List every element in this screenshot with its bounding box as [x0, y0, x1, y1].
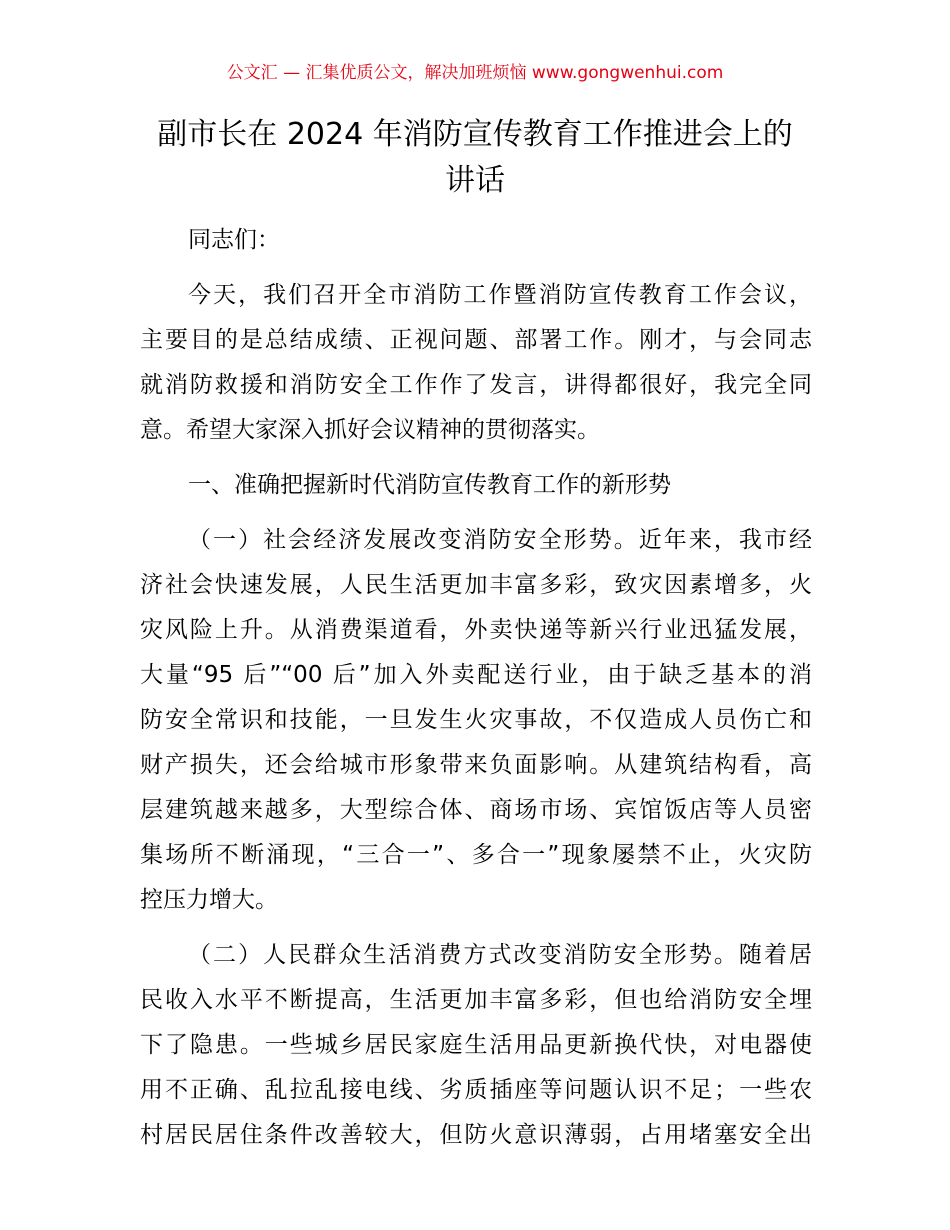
text-line: 控压力增大。 [140, 887, 278, 913]
text-line: 济社会快速发展，人民生活更加丰富多彩，致灾因素增多，火 [140, 572, 812, 598]
text-line: 同志们： [188, 227, 280, 253]
text-line: （二）人民群众生活消费方式改变消防安全形势。随着居 [188, 942, 812, 968]
text-line: 村居民居住条件改善较大，但防火意识薄弱，占用堵塞安全出 [140, 1122, 812, 1148]
text-line: 集场所不断涌现，“三合一”、多合一”现象屡禁不止，火灾防 [140, 842, 812, 868]
document-title [120, 112, 830, 204]
text-line: 下了隐患。一些城乡居民家庭生活用品更新换代快，对电器使 [140, 1032, 812, 1058]
paragraph [140, 273, 812, 453]
text-line: （一）社会经济发展改变消防安全形势。近年来，我市经 [188, 527, 812, 553]
text-line: 今天，我们召开全市消防工作暨消防宣传教育工作会议， [188, 282, 812, 308]
text-line: 财产损失，还会给城市形象带来负面影响。从建筑结构看，高 [140, 752, 812, 778]
text-line: 层建筑越来越多，大型综合体、商场市场、宾馆饭店等人员密 [140, 797, 812, 823]
salutation [140, 218, 812, 263]
section-heading [140, 463, 812, 508]
text-line: 防安全常识和技能，一旦发生火灾事故，不仅造成人员伤亡和 [140, 707, 812, 733]
text-line: 大量“95 后”“00 后”加入外卖配送行业，由于缺乏基本的消 [140, 662, 812, 688]
title-line: 讲话 [445, 163, 505, 198]
text-line: 民收入水平不断提高，生活更加丰富多彩，但也给消防安全埋 [140, 987, 812, 1013]
text-line: 灾风险上升。从消费渠道看，外卖快递等新兴行业迅猛发展， [140, 617, 812, 643]
text-line: 主要目的是总结成绩、正视问题、部署工作。刚才，与会同志 [140, 327, 812, 353]
title-line: 副市长在 2024 年消防宣传教育工作推进会上的 [157, 117, 793, 152]
paragraph [140, 933, 812, 1158]
document-body [140, 218, 812, 1168]
text-line: 一、准确把握新时代消防宣传教育工作的新形势 [188, 472, 671, 498]
text-line: 就消防救援和消防安全工作作了发言，讲得都很好，我完全同 [140, 372, 812, 398]
text-line: 意。希望大家深入抓好会议精神的贯彻落实。 [140, 417, 600, 443]
watermark-banner: 公文汇 — 汇集优质公文，解决加班烦恼 www.gongwenhui.com [226, 63, 724, 83]
paragraph [140, 518, 812, 923]
text-line: 用不正确、乱拉乱接电线、劣质插座等问题认识不足；一些农 [140, 1077, 812, 1103]
